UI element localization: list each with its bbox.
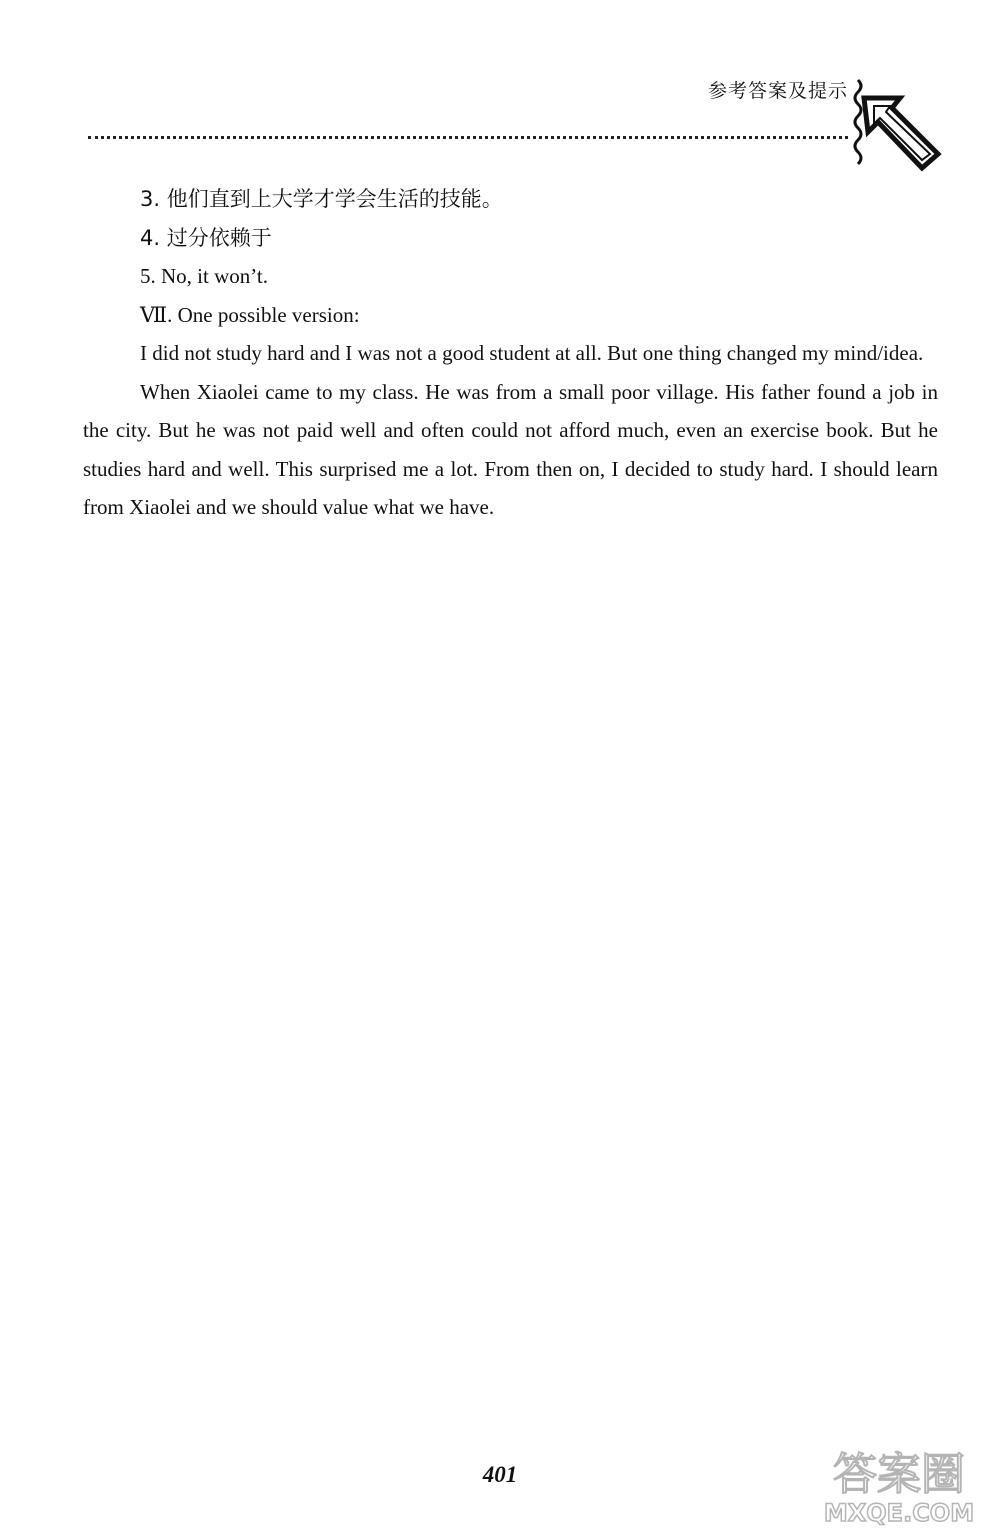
answer-content [83,180,938,527]
svg-text:答案圈: 答案圈 [833,1449,965,1500]
answer-item-4: 4. 过分依赖于 [140,225,272,250]
site-watermark-logo [804,1443,994,1527]
answer-item-5: 5. No, it won’t. [140,264,268,288]
arrow-up-left-icon [860,92,944,172]
svg-text:MXQE.COM: MXQE.COM [823,1499,975,1527]
answer-item-3: 3. 他们直到上大学才学会生活的技能。 [140,187,503,211]
header-dotted-rule [88,136,848,139]
page-number: 401 [482,1462,518,1487]
essay-paragraph-1: I did not study hard and I was not a good student at all. But one thing changed my mind/idea. [140,341,924,365]
essay-paragraph-2: When Xiaolei came to my class. He was from a small poor village. His father found a job in the city. But he was not paid well and often could not afford much, even an exercise book. But he studies hard and well. This surprised me a lot. From then on, I decided to study hard. I should learn from Xiaolei and we should value what we have. [83,379,938,519]
section-heading: Ⅶ. One possible version: [140,302,360,327]
header-title: 参考答案及提示 [707,80,848,102]
